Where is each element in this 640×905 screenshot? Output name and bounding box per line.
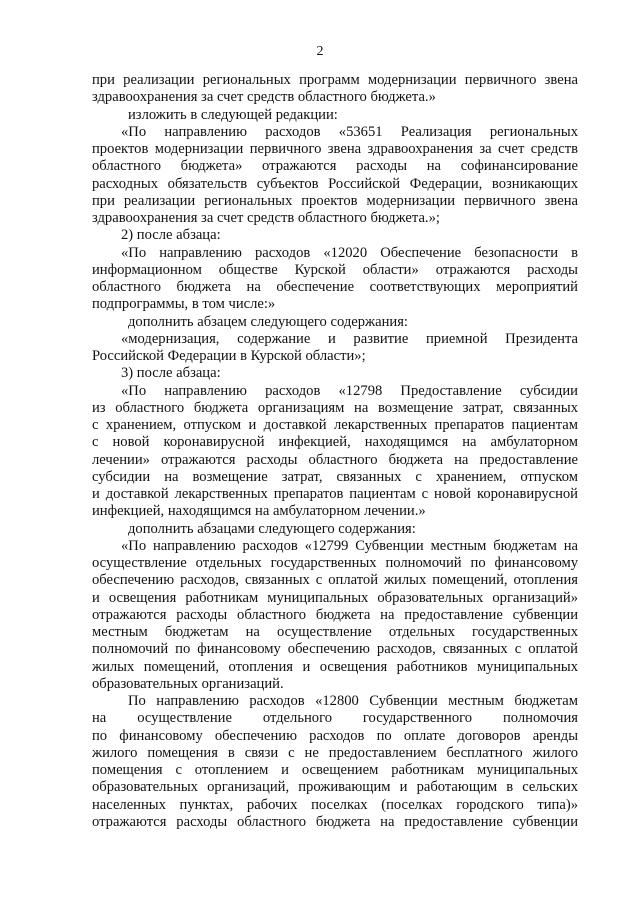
text-line: по финансовому обеспечению расходов по оплате договоров аренды xyxy=(92,727,578,744)
text-line: жилых помещений, отопления и освещения работников муниципальных xyxy=(92,658,578,675)
text-line: осуществление отдельных государственных полномочий по финансовому xyxy=(92,555,578,571)
text-line: лечении» отражаются расходы областного бюджета на предоставление xyxy=(92,451,578,468)
text-line: подпрограммы, в том числе:» xyxy=(92,296,276,313)
text-line: 2) после абзаца: xyxy=(121,227,221,244)
page-number: 2 xyxy=(316,44,324,59)
text-line: с новой коронавирусной инфекцией, находящимся на амбулаторном xyxy=(92,434,578,451)
text-line: образовательных организаций, проживающим и работающим в сельских xyxy=(92,779,578,796)
text-line: «По направлению расходов «12020 Обеспечение безопасности в xyxy=(121,244,578,261)
text-line: изложить в следующей редакции: xyxy=(128,106,338,123)
text-line: субсидии на возмещение затрат, связанных с хранением, отпуском xyxy=(92,468,578,485)
document-body xyxy=(92,72,578,831)
text-line: расходных обязательств субъектов Российской Федерации, возникающих xyxy=(92,175,578,192)
text-line: образовательных организаций. xyxy=(92,675,284,692)
text-line: «По направлению расходов «12798 Предоставление субсидии xyxy=(121,382,578,399)
text-line: на осуществление отдельного государственного полномочия xyxy=(92,710,578,727)
text-line: областного бюджета» отражаются расходы на софинансирование xyxy=(92,158,578,175)
text-line: из областного бюджета организациям на возмещение затрат, связанных xyxy=(92,399,578,416)
text-line: 3) после абзаца: xyxy=(121,365,221,382)
text-line: дополнить абзацами следующего содержания: xyxy=(128,520,416,537)
text-line: и доставкой лекарственных препаратов пациентам с новой коронавирусной xyxy=(92,486,578,502)
text-line: с хранением, отпуском и доставкой лекарственных препаратов пациентам xyxy=(92,417,578,433)
text-line: здравоохранения за счет средств областного бюджета.»; xyxy=(92,210,440,226)
text-line: полномочий по финансовому обеспечению расходов, связанных с оплатой xyxy=(92,641,578,658)
text-line: жилого помещения в связи с не предоставлением бесплатного жилого xyxy=(92,744,578,761)
text-line: информационном обществе Курской области» отражаются расходы xyxy=(92,261,578,278)
text-line: помещения с отоплением и освещением работникам муниципальных xyxy=(92,762,578,778)
text-line: «модернизация, содержание и развитие приемной Президента xyxy=(121,330,578,347)
text-line: населенных пунктах, рабочих поселках (поселках городского типа)» xyxy=(92,796,578,813)
text-line: при реализации региональных проектов модернизации первичного звена xyxy=(92,192,578,209)
text-line: отражаются расходы областного бюджета на предоставление субвенции xyxy=(92,813,578,830)
text-line: областного бюджета на обеспечение соответствующих мероприятий xyxy=(92,279,578,295)
text-line: «По направлению расходов «12799 Субвенции местным бюджетам на xyxy=(121,537,578,554)
text-line: По направлению расходов «12800 Субвенции местным бюджетам xyxy=(128,693,578,709)
text-line: проектов модернизации первичного звена здравоохранения за счет средств xyxy=(92,141,578,157)
text-line: обеспечению расходов, связанных с оплатой жилых помещений, отопления xyxy=(92,572,578,589)
text-line: здравоохранения за счет средств областного бюджета.» xyxy=(92,89,436,106)
text-line: при реализации региональных программ модернизации первичного звена xyxy=(92,72,578,88)
text-line: инфекцией, находящимся на амбулаторном лечении.» xyxy=(92,503,426,520)
text-line: отражаются расходы областного бюджета на предоставление субвенции xyxy=(92,606,578,623)
text-line: местным бюджетам на осуществление отдельных государственных xyxy=(92,624,578,640)
text-line: и освещения работникам муниципальных образовательных организаций» xyxy=(92,589,578,606)
text-line: дополнить абзацем следующего содержания: xyxy=(128,313,408,330)
text-line: Российской Федерации в Курской области»; xyxy=(92,348,366,364)
text-line: «По направлению расходов «53651 Реализация региональных xyxy=(121,123,578,140)
